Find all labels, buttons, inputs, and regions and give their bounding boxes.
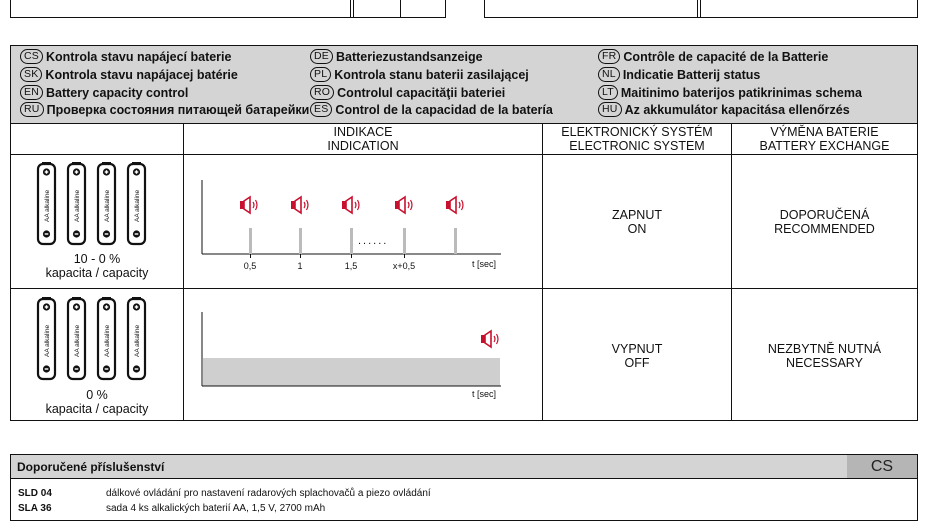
speaker-icon (341, 195, 363, 215)
lang-ru: RU Проверка состояния питающей батарейки (20, 101, 309, 118)
capacity-row1-label: kapacita / capacity (45, 266, 149, 280)
tick-label-4: x+0,5 (392, 261, 416, 271)
electronic-row1 (543, 208, 731, 236)
accessory-item (18, 488, 431, 499)
capacity-row1 (11, 252, 183, 280)
accessory-code: SLD 04 (18, 488, 52, 499)
tick-label-1: 0,5 (243, 261, 257, 271)
electronic-row2-cs: VYPNUT (611, 342, 663, 356)
header-indication-cs: INDIKACE (333, 125, 393, 139)
tick-label-2: 1 (297, 261, 303, 271)
indication-chart-row2 (190, 310, 510, 410)
pulse-bar-3 (350, 228, 353, 254)
lang-hu: HU Az akkumulátor kapacitása ellenőrzés (598, 101, 850, 118)
pulse-bar-1 (249, 228, 252, 254)
indication-chart-row1 (190, 175, 510, 275)
pulse-bar-5 (454, 228, 457, 254)
continuous-bar (203, 358, 500, 386)
capacity-row1-value: 10 - 0 % (73, 252, 121, 266)
top-table-left-divider-2 (400, 0, 401, 17)
lang-es: ES Control de la capacidad de la batería (310, 101, 553, 118)
exchange-row1 (732, 208, 917, 236)
lang-header-line (11, 123, 917, 124)
col-header-line (11, 154, 917, 155)
header-indication-en: INDICATION (327, 139, 399, 153)
battery-label-1: AA alkaline (44, 189, 51, 222)
exchange-row2-en: NECESSARY (786, 356, 863, 370)
speaker-icon (445, 195, 467, 215)
pulse-dots: ...... (358, 235, 389, 247)
header-electronic-en: ELECTRONIC SYSTEM (569, 139, 705, 153)
speaker-icon (239, 195, 261, 215)
tick-label-3: 1,5 (344, 261, 358, 271)
pulse-bar-4 (403, 228, 406, 254)
header-exchange (732, 125, 917, 153)
exchange-row1-cs: DOPORUČENÁ (779, 208, 870, 222)
accessory-desc: sada 4 ks alkalických baterií AA, 1,5 V, 2700 mAh (106, 503, 326, 514)
header-electronic (543, 125, 731, 153)
electronic-row1-en: ON (627, 222, 647, 236)
header-exchange-en: BATTERY EXCHANGE (759, 139, 890, 153)
col-divider-1 (183, 124, 184, 420)
battery-group-row2 (36, 297, 156, 381)
speaker-icon (290, 195, 312, 215)
row-divider (11, 288, 917, 289)
speaker-icon (394, 195, 416, 215)
electronic-row2-en: OFF (624, 356, 650, 370)
lang-ro: RO Controlul capacităţii bateriei (310, 84, 505, 101)
top-table-right (484, 0, 918, 18)
top-table-left (10, 0, 446, 18)
axis-unit-row1: t [sec] (472, 259, 497, 269)
col-divider-3 (731, 124, 732, 420)
exchange-row2 (732, 342, 917, 370)
accessory-desc: dálkové ovládání pro nastavení radarových splachovačů a piezo ovládání (106, 488, 431, 499)
capacity-row2 (11, 388, 183, 416)
top-table-right-divider (697, 0, 701, 17)
accessory-item (18, 503, 325, 514)
header-electronic-cs: ELEKTRONICKÝ SYSTÉM (561, 125, 713, 139)
header-indication (184, 125, 542, 153)
lang-nl: NL Indicatie Batterij status (598, 66, 760, 83)
lang-pl: PL Kontrola stanu baterii zasilającej (310, 66, 529, 83)
indication-chart-row2-svg (190, 310, 510, 410)
accessories-title: Doporučené příslušenství (17, 460, 165, 474)
lang-fr: FR Contrôle de capacité de la Batterie (598, 48, 828, 65)
header-exchange-cs: VÝMĚNA BATERIE (770, 125, 879, 139)
accessory-code: SLA 36 (18, 503, 52, 514)
capacity-row2-value: 0 % (86, 388, 108, 402)
lang-sk: SK Kontrola stavu napájacej batérie (20, 66, 238, 83)
electronic-row1-cs: ZAPNUT (612, 208, 662, 222)
accessories-header (11, 455, 917, 479)
lang-cs: CS Kontrola stavu napájecí baterie (20, 48, 231, 65)
lang-de: DE Batteriezustandsanzeige (310, 48, 483, 65)
axis-unit-row2: t [sec] (472, 389, 497, 399)
accessories-lang-code: CS (870, 458, 894, 475)
lang-en: EN Battery capacity control (20, 84, 188, 101)
col-divider-2 (542, 124, 543, 420)
speaker-icon (480, 329, 502, 349)
exchange-row2-cs: NEZBYTNĚ NUTNÁ (767, 342, 882, 356)
pulse-bar-2 (299, 228, 302, 254)
battery-icons (36, 162, 156, 246)
battery-group-row1 (36, 162, 156, 246)
battery-icons (36, 297, 156, 381)
exchange-row1-en: RECOMMENDED (774, 222, 875, 236)
lang-lt: LT Maitinimo baterijos patikrinimas schema (598, 84, 862, 101)
indication-chart-row1-svg (190, 175, 510, 275)
electronic-row2 (543, 342, 731, 370)
accessories-lang-tab (847, 455, 917, 478)
capacity-row2-label: kapacita / capacity (45, 402, 149, 416)
top-table-left-divider (350, 0, 354, 17)
